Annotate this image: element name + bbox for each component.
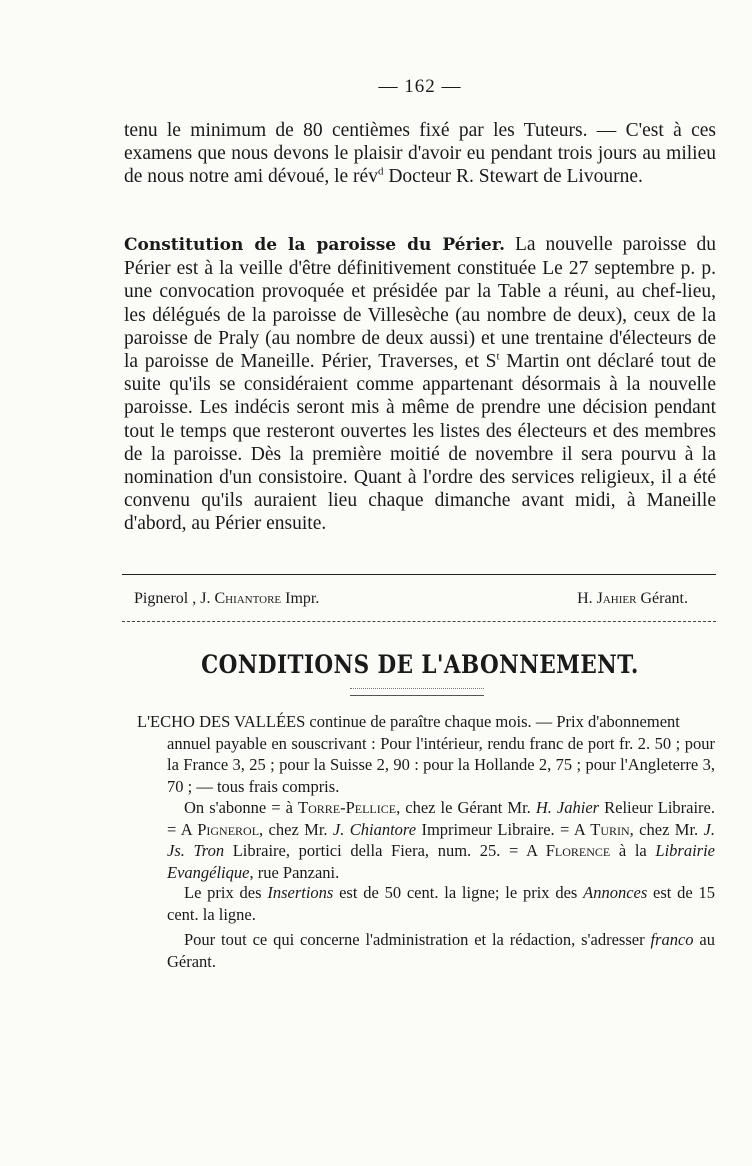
contact-text-a: Pour tout ce qui concerne l'administration et la rédaction, s'adresser bbox=[184, 930, 651, 949]
ins-text-b: est de 50 cent. la ligne; le prix des bbox=[333, 883, 584, 902]
paragraph-exams-end: Docteur R. Stewart de Livourne. bbox=[383, 166, 643, 188]
loc-text-f: , chez Mr. bbox=[629, 819, 704, 839]
loc-pignerol: Pignerol bbox=[197, 819, 260, 839]
superscript-rev: d bbox=[377, 165, 384, 178]
manager-credit bbox=[577, 590, 688, 608]
loc-text-g: Libraire, portici della Fiera, num. 25. = A bbox=[224, 841, 546, 860]
page-number: — 162 — bbox=[378, 76, 462, 97]
manager-prefix: H. bbox=[577, 590, 597, 607]
loc-text-a: On s'abonne = à bbox=[184, 798, 299, 817]
contact-text-b: au Gérant. bbox=[167, 930, 715, 971]
subscription-prices bbox=[137, 711, 715, 797]
ins-insertions: Insertions bbox=[267, 883, 334, 902]
paragraph-exams bbox=[124, 119, 716, 189]
divider-top bbox=[122, 574, 716, 575]
ins-text-a: Le prix des bbox=[184, 883, 268, 902]
contact-franco: franco bbox=[650, 930, 694, 949]
imprint-line bbox=[134, 590, 688, 608]
subscription-locations bbox=[167, 797, 715, 883]
loc-text-b: , chez le Gérant Mr. bbox=[396, 798, 536, 817]
divider-bottom bbox=[122, 621, 716, 622]
paragraph-perier-text-a: La nouvelle paroisse du Périer est à la veille d'être définitivement constituée Le 27 septembre p. p. une convocation provoquée et présidée par la Table a réuni, au chef-lieu, les délégués de la paroisse de Villesèche (au nombre de deux), ceux de la paroisse de Praly (au nombre de deux aussi) et une trentaine d'électeurs de la paroisse de Maneille. Périer, Traverses, et S bbox=[124, 234, 716, 373]
printer-credit bbox=[134, 590, 319, 608]
prices-rest: annuel payable en souscrivant : Pour l'intérieur, rendu franc de port fr. 2. 50 ; pour la France 3, 25 ; pour la Suisse 2, 90 : pour la Hollande 2, 75 ; pour l'Angleterre 3, 70 ; — tous frais compris. bbox=[167, 733, 715, 796]
subscription-heading: CONDITIONS DE L'ABONNEMENT. bbox=[201, 650, 639, 679]
prices-first-line: L'ECHO DES VALLÉES continue de paraître chaque mois. — Prix d'abonnement bbox=[137, 712, 680, 731]
loc-text-j: , rue Panzani. bbox=[249, 862, 340, 882]
loc-chiantore: J. Chiantore bbox=[332, 819, 417, 839]
loc-torre-pellice: Torre-Pellice bbox=[298, 798, 397, 817]
printer-suffix: Impr. bbox=[281, 590, 320, 607]
heading-ornament bbox=[350, 688, 484, 696]
manager-name: Jahier bbox=[596, 590, 637, 607]
printer-name: Chiantore bbox=[214, 590, 282, 607]
loc-librairie: Librairie Evangélique bbox=[167, 841, 715, 882]
printer-prefix: Pignerol , J. bbox=[134, 590, 215, 607]
manager-suffix: Gérant. bbox=[636, 590, 688, 607]
loc-jahier: H. Jahier bbox=[535, 798, 600, 817]
paragraph-exams-text: tenu le minimum de 80 centièmes fixé par les Tuteurs. — C'est à ces examens que nous devons le plaisir d'avoir eu pendant trois jours au milieu de nous notre ami dévoué, le rév bbox=[124, 120, 716, 188]
insertion-prices bbox=[167, 882, 715, 925]
loc-turin: Turin bbox=[590, 819, 630, 839]
loc-text-c: Relieur Libraire. = A bbox=[167, 798, 716, 839]
contact-note bbox=[167, 929, 715, 972]
loc-text-e: Imprimeur Libraire. = A bbox=[416, 819, 591, 839]
ins-annonces: Annonces bbox=[583, 883, 648, 902]
loc-text-h: à la bbox=[610, 841, 656, 860]
paragraph-perier-text-b: Martin ont déclaré tout de suite qu'ils se considéraient comme appartenant désormais à la nouvelle paroisse. Les indécis seront mis à même de prendre une décision pendant tout le temps que resteront ouvertes les listes des électeurs et des membres de la paroisse. Dès la première moitié de novembre il sera pourvu à la nomination d'un consistoire. Quant à l'ordre des services religieux, il a été convenu qu'ils auraient lieu chaque dimanche avant midi, à Maneille d'abord, au Périer ensuite. bbox=[124, 351, 717, 535]
ins-text-c: est de 15 cent. la ligne. bbox=[167, 883, 716, 924]
section-lead-title: Constitution de la paroisse du Périer. bbox=[124, 235, 506, 255]
loc-text-d: , chez Mr. bbox=[259, 819, 333, 839]
loc-tron: J. Js. Tron bbox=[167, 819, 715, 860]
paragraph-perier bbox=[124, 233, 716, 536]
loc-florence: Florence bbox=[545, 841, 611, 860]
superscript-saint: t bbox=[496, 350, 500, 363]
